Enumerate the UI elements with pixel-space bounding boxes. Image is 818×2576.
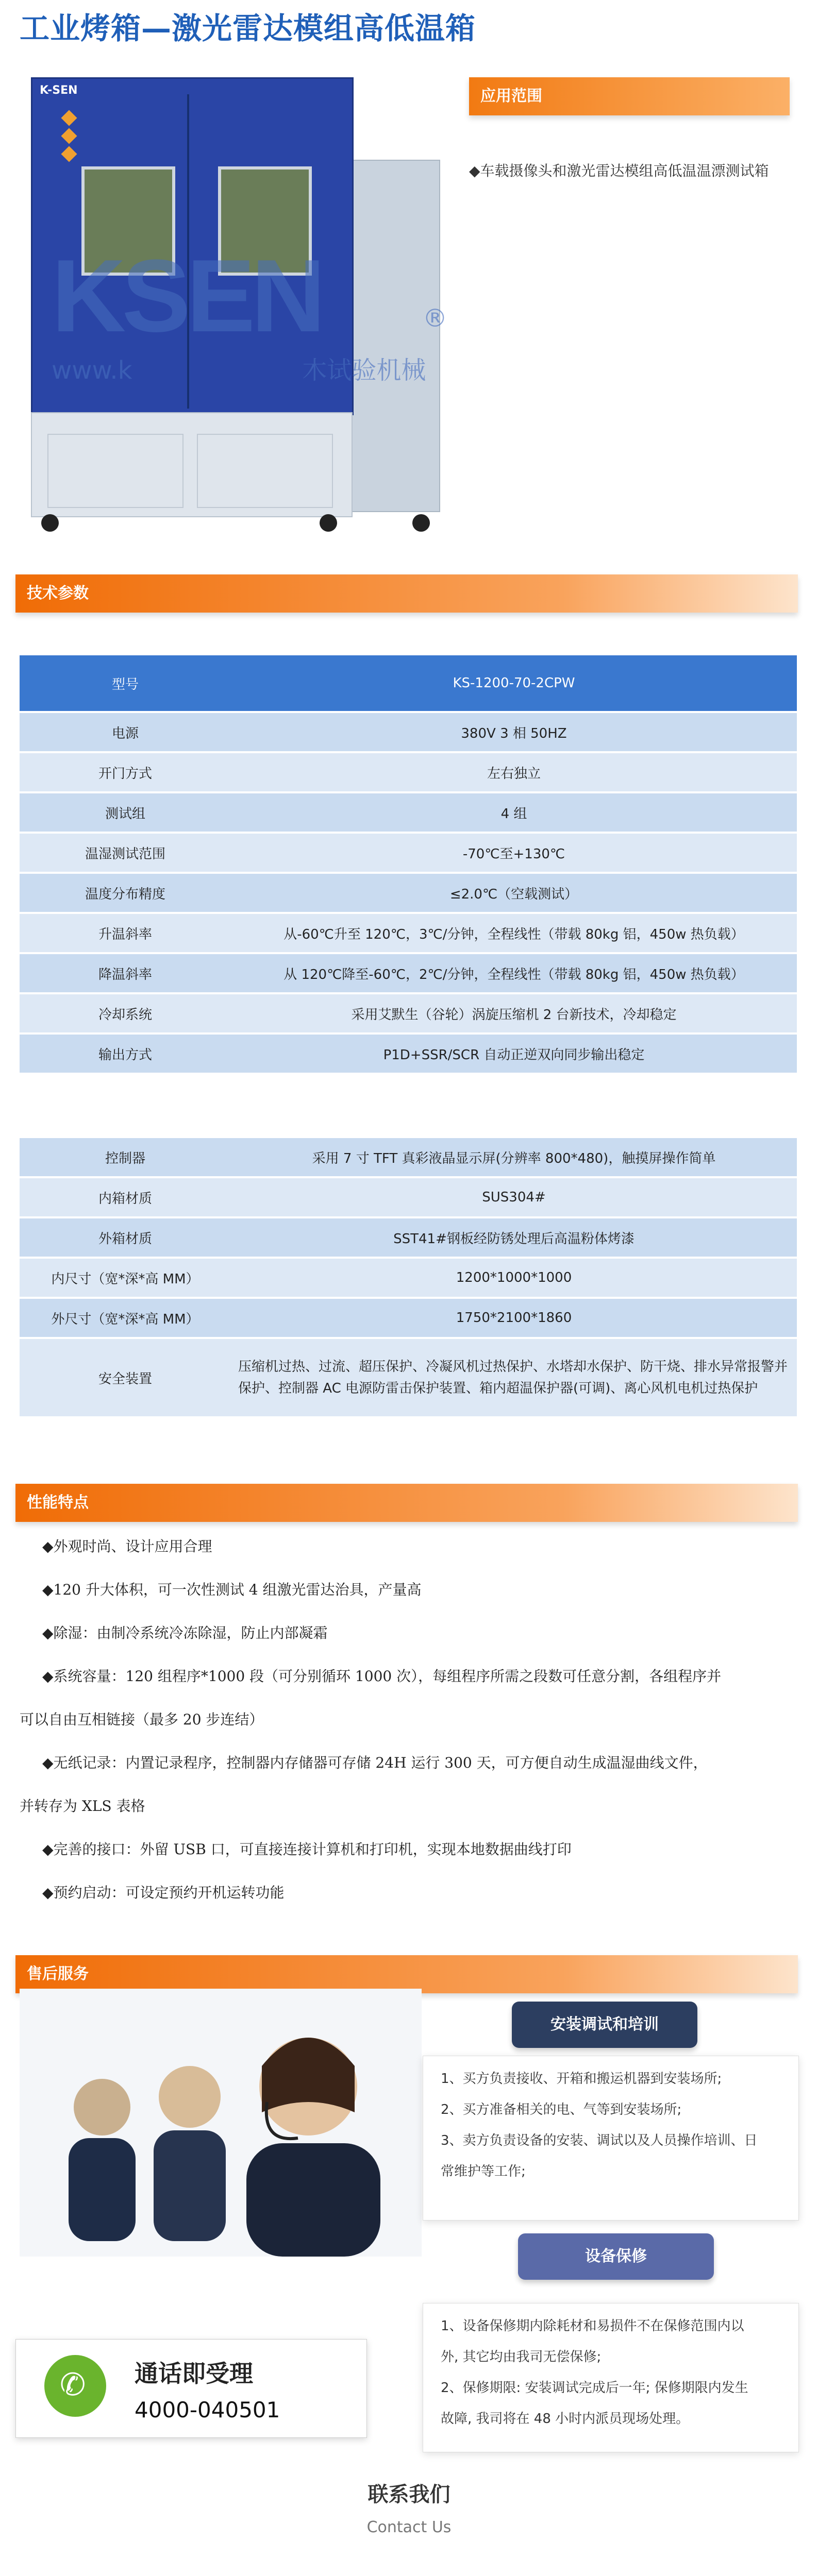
spec-row xyxy=(20,994,797,1032)
feature-item: ◆完善的接口：外留 USB 口，可直接连接计算机和打印机，实现本地数据曲线打印 xyxy=(42,1841,572,1858)
warning-icon xyxy=(61,146,77,162)
spec-key: 开门方式 xyxy=(20,753,231,791)
support-photo xyxy=(20,1989,422,2257)
spec-value: SST41#钢板经防锈处理后高温粉体烤漆 xyxy=(231,1218,797,1257)
spec-table-2 xyxy=(20,1136,797,1418)
spec-key: 外尺寸（宽*深*高 MM） xyxy=(20,1299,231,1337)
warranty-box xyxy=(423,2303,799,2452)
spec-value: -70℃至+130℃ xyxy=(231,834,797,872)
hotline-number: 4000-040501 xyxy=(135,2397,280,2422)
spec-row xyxy=(20,753,797,791)
service-item: 2、保修期限: 安装调试完成后一年; 保修期限内发生 xyxy=(441,2380,748,2396)
caster-wheel xyxy=(41,514,59,532)
contact-subtitle: Contact Us xyxy=(366,2518,452,2536)
spec-value: 采用艾默生（谷轮）涡旋压缩机 2 台新技术，冷却稳定 xyxy=(231,994,797,1032)
spec-key: 冷却系统 xyxy=(20,994,231,1032)
spec-value: KS-1200-70-2CPW xyxy=(231,655,797,711)
page-title: 工业烤箱—激光雷达模组高低温箱 xyxy=(20,11,476,46)
feature-item: ◆外观时尚、设计应用合理 xyxy=(42,1538,212,1555)
spec-row xyxy=(20,874,797,912)
service-heading: 售后服务 xyxy=(15,1955,798,1993)
spec-row xyxy=(20,1178,797,1216)
feature-item: 并转存为 XLS 表格 xyxy=(20,1798,145,1815)
spec-value: 4 组 xyxy=(231,793,797,832)
spec-value: SUS304# xyxy=(231,1178,797,1216)
spec-key: 测试组 xyxy=(20,793,231,832)
service-item: 1、买方负责接收、开箱和搬运机器到安装场所; xyxy=(441,2071,722,2087)
hotline-card xyxy=(15,2339,367,2438)
base-panel xyxy=(47,434,183,508)
feature-item: 可以自由互相链接（最多 20 步连结） xyxy=(20,1711,264,1728)
spec-row xyxy=(20,834,797,872)
registered-mark: ® xyxy=(423,304,447,333)
spec-value: 采用 7 寸 TFT 真彩液晶显示屏(分辨率 800*480)，触摸屏操作简单 xyxy=(231,1138,797,1176)
phone-icon: ✆ xyxy=(44,2355,106,2417)
warning-icon xyxy=(61,110,77,126)
spec-key: 降温斜率 xyxy=(20,954,231,992)
install-box xyxy=(423,2056,799,2221)
spec-key: 型号 xyxy=(20,655,231,711)
feature-item: ◆120 升大体积，可一次性测试 4 组激光雷达治具，产量高 xyxy=(42,1581,422,1598)
service-item: 1、设备保修期内除耗材和易损件不在保修范围内以 xyxy=(441,2318,744,2334)
warning-icon xyxy=(61,128,77,144)
features-heading: 性能特点 xyxy=(15,1484,798,1522)
spec-value: 左右独立 xyxy=(231,753,797,791)
spec-row xyxy=(20,655,797,711)
spec-row xyxy=(20,793,797,832)
spec-row xyxy=(20,1138,797,1176)
caster-wheel xyxy=(320,514,337,532)
tech-heading: 技术参数 xyxy=(15,574,798,613)
warranty-button: 设备保修 xyxy=(518,2233,714,2280)
spec-key: 内尺寸（宽*深*高 MM） xyxy=(20,1259,231,1297)
spec-key: 温湿测试范围 xyxy=(20,834,231,872)
watermark-logo: KSEN xyxy=(52,239,322,353)
service-item: 故障, 我司将在 48 小时内派员现场处理。 xyxy=(441,2411,690,2427)
spec-value: 从-60℃升至 120℃，3℃/分钟，全程线性（带载 80kg 铝，450w 热负载） xyxy=(231,914,797,952)
spec-key: 安全装置 xyxy=(20,1339,231,1416)
install-training-button: 安装调试和培训 xyxy=(512,2002,697,2048)
spec-value: 380V 3 相 50HZ xyxy=(231,713,797,751)
spec-value: 压缩机过热、过流、超压保护、冷凝风机过热保护、水塔却水保护、防干烧、排水异常报警并保护、控制器 AC 电源防雷击保护装置、箱内超温保护器(可调)、离心风机电机过热保护 xyxy=(231,1339,797,1416)
spec-key: 升温斜率 xyxy=(20,914,231,952)
spec-table xyxy=(20,653,797,1075)
spec-key: 温度分布精度 xyxy=(20,874,231,912)
hotline-label: 通话即受理 xyxy=(135,2360,253,2387)
spec-value: 从 120℃降至-60℃，2℃/分钟，全程线性（带载 80kg 铝，450w 热负载） xyxy=(231,954,797,992)
spec-value: P1D+SSR/SCR 自动正逆双向同步输出稳定 xyxy=(231,1035,797,1073)
spec-row xyxy=(20,1339,797,1416)
feature-item: ◆系统容量：120 组程序*1000 段（可分别循环 1000 次），每组程序所需之段数可任意分割，各组程序并 xyxy=(42,1668,722,1685)
spec-row xyxy=(20,1218,797,1257)
caster-wheel xyxy=(412,514,430,532)
features-list xyxy=(20,1525,798,1914)
spec-value: ≤2.0℃（空载测试） xyxy=(231,874,797,912)
watermark-url: www.k 木试验机械 xyxy=(52,356,426,385)
spec-key: 外箱材质 xyxy=(20,1218,231,1257)
base-panel xyxy=(197,434,333,508)
brand-label: K-SEN xyxy=(40,84,78,97)
service-item: 2、买方准备相关的电、气等到安装场所; xyxy=(441,2102,682,2117)
spec-key: 控制器 xyxy=(20,1138,231,1176)
spec-value: 1750*2100*1860 xyxy=(231,1299,797,1337)
spec-key: 电源 xyxy=(20,713,231,751)
service-item: 外, 其它均由我司无偿保修; xyxy=(441,2349,602,2365)
application-heading: 应用范围 xyxy=(469,77,790,115)
cabinet-side-unit xyxy=(350,160,440,512)
spec-row xyxy=(20,1299,797,1337)
feature-item: ◆预约启动：可设定预约开机运转功能 xyxy=(42,1884,285,1901)
spec-row xyxy=(20,914,797,952)
spec-value: 1200*1000*1000 xyxy=(231,1259,797,1297)
customer-service-illustration xyxy=(20,1989,422,2257)
spec-row xyxy=(20,1035,797,1073)
application-text: ◆车载摄像头和激光雷达模组高低温温漂测试箱 xyxy=(469,162,769,179)
service-item: 3、卖方负责设备的安装、调试以及人员操作培训、日 xyxy=(441,2133,758,2148)
product-image xyxy=(31,77,454,541)
cabinet-base xyxy=(31,412,353,517)
feature-item: ◆无纸记录：内置记录程序，控制器内存储器可存储 24H 运行 300 天，可方便自动生成温湿曲线文件， xyxy=(42,1754,708,1771)
spec-row xyxy=(20,954,797,992)
spec-key: 内箱材质 xyxy=(20,1178,231,1216)
spec-row xyxy=(20,1259,797,1297)
spec-row xyxy=(20,713,797,751)
spec-key: 输出方式 xyxy=(20,1035,231,1073)
contact-title: 联系我们 xyxy=(368,2483,450,2506)
service-item: 常维护等工作; xyxy=(441,2164,526,2179)
feature-item: ◆除湿：由制冷系统冷冻除湿，防止内部凝霜 xyxy=(42,1624,328,1641)
